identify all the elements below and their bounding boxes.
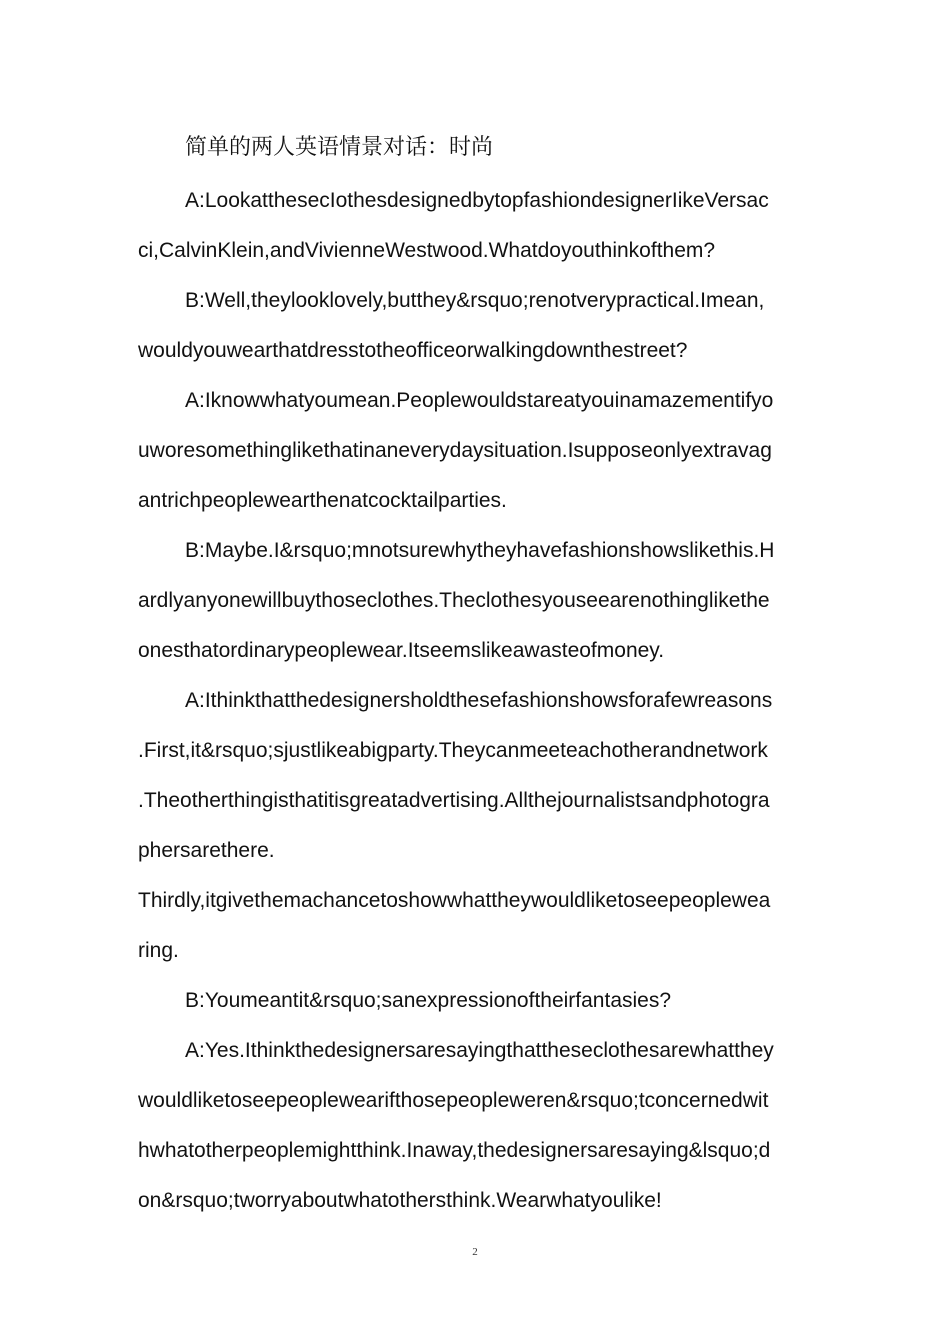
paragraph-line: B:Youmeantit&rsquo;sanexpressionoftheirfantasies? [185,989,672,1012]
paragraph-line: Thirdly,itgivethemachancetoshowwhattheywouldliketoseepeoplewea [138,889,771,912]
paragraph-line: A:Iknowwhatyoumean.Peoplewouldstareatyouinamazementifyo [185,389,774,412]
paragraph-line: A:Ithinkthatthedesignersholdthesefashionshowsforafewreasons [185,689,773,712]
paragraph-line: on&rsquo;tworryaboutwhatothersthink.Wearwhatyoulike! [138,1189,662,1212]
page-title: 简单的两人英语情景对话：时尚 [185,135,494,160]
page-number: 2 [472,1246,478,1258]
paragraph-line: wouldyouwearthatdresstotheofficeorwalkingdownthestreet? [138,339,688,362]
paragraph-line: uworesomethinglikethatinaneverydaysituation.Isupposeonlyextravag [138,439,772,462]
paragraph-line: B:Well,theylooklovely,butthey&rsquo;renotverypractical.Imean, [185,289,765,312]
paragraph-line: ci,CalvinKlein,andVivienneWestwood.Whatdoyouthinkofthem? [138,239,716,262]
paragraph-line: ardlyanyonewillbuythoseclothes.Theclothesyouseearenothinglikethe [138,589,770,612]
paragraph-line: B:Maybe.I&rsquo;mnotsurewhytheyhavefashionshowslikethis.H [185,539,775,562]
paragraph-line: .First,it&rsquo;sjustlikeabigparty.Theycanmeeteachotherandnetwork [138,739,768,762]
paragraph-line: .Theotherthingisthatitisgreatadvertising.Allthejournalistsandphotogra [138,789,770,812]
paragraph-line: ring. [138,939,179,962]
paragraph-line: onesthatordinarypeoplewear.Itseemslikeawasteofmoney. [138,639,665,662]
paragraph-line: hwhatotherpeoplemightthink.Inaway,thedesignersaresaying&lsquo;d [138,1139,771,1162]
paragraph-line: A:LookatthesecIothesdesignedbytopfashiondesignerIikeVersac [185,189,769,212]
paragraph-line: wouldliketoseepeoplewearifthosepeopleweren&rsquo;tconcernedwit [138,1089,769,1112]
paragraph-line: phersarethere. [138,839,275,862]
paragraph-line: A:Yes.Ithinkthedesignersaresayingthattheseclothesarewhatthey [185,1039,774,1062]
paragraph-line: antrichpeoplewearthenatcocktailparties. [138,489,507,512]
